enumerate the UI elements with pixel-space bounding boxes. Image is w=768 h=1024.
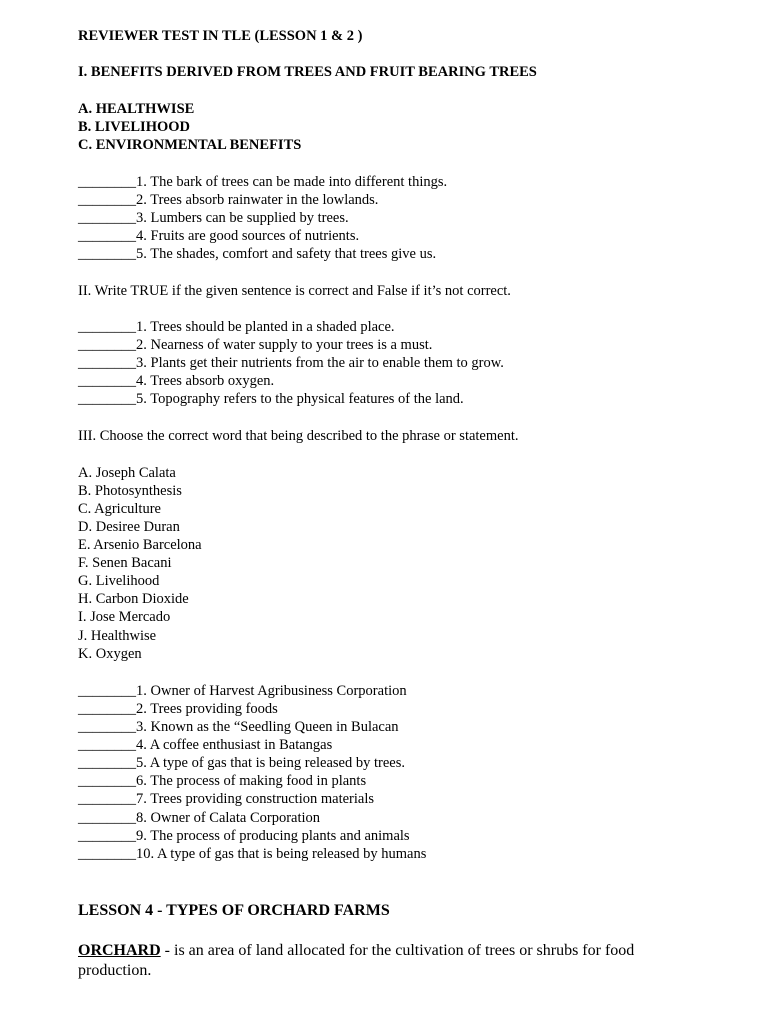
part3-item: ________6. The process of making food in plants <box>78 773 367 789</box>
lesson4-heading: LESSON 4 - TYPES OF ORCHARD FARMS <box>78 902 390 919</box>
part2-heading: II. Write TRUE if the given sentence is correct and False if it’s not correct. <box>78 283 511 299</box>
part3-choice: K. Oxygen <box>78 646 142 662</box>
orchard-definition <box>78 941 678 981</box>
part3-item: ________3. Known as the “Seedling Queen in Bulacan <box>78 719 399 735</box>
part2-item: ________3. Plants get their nutrients from the air to enable them to grow. <box>78 355 504 371</box>
part3-choice: F. Senen Bacani <box>78 555 172 571</box>
part3-choice: E. Arsenio Barcelona <box>78 537 202 553</box>
part3-choice: B. Photosynthesis <box>78 483 182 499</box>
part1-item: ________4. Fruits are good sources of nutrients. <box>78 228 360 244</box>
part3-item: ________7. Trees providing construction materials <box>78 791 375 807</box>
part3-choice: C. Agriculture <box>78 501 161 517</box>
part2-item: ________1. Trees should be planted in a shaded place. <box>78 319 395 335</box>
part3-choice: I. Jose Mercado <box>78 609 171 625</box>
part3-choice: G. Livelihood <box>78 573 160 589</box>
part3-choice: A. Joseph Calata <box>78 465 176 481</box>
part1-item: ________1. The bark of trees can be made into different things. <box>78 174 448 190</box>
part3-heading: III. Choose the correct word that being described to the phrase or statement. <box>78 428 519 444</box>
part3-item: ________10. A type of gas that is being released by humans <box>78 846 427 862</box>
part1-item: ________2. Trees absorb rainwater in the lowlands. <box>78 192 379 208</box>
part2-item: ________5. Topography refers to the physical features of the land. <box>78 391 464 407</box>
part1-choice: C. ENVIRONMENTAL BENEFITS <box>78 137 302 153</box>
part3-item: ________5. A type of gas that is being released by trees. <box>78 755 405 771</box>
part3-item: ________4. A coffee enthusiast in Batangas <box>78 737 333 753</box>
part1-item: ________5. The shades, comfort and safety that trees give us. <box>78 246 437 262</box>
part1-choice: B. LIVELIHOOD <box>78 119 190 135</box>
part1-choice: A. HEALTHWISE <box>78 101 195 117</box>
part3-choice: D. Desiree Duran <box>78 519 180 535</box>
part2-item: ________2. Nearness of water supply to your trees is a must. <box>78 337 433 353</box>
document-title: REVIEWER TEST IN TLE (LESSON 1 & 2 ) <box>78 28 363 44</box>
part2-item: ________4. Trees absorb oxygen. <box>78 373 275 389</box>
part3-choice: H. Carbon Dioxide <box>78 591 189 607</box>
orchard-term: ORCHARD <box>78 942 161 959</box>
part3-item: ________1. Owner of Harvest Agribusiness Corporation <box>78 683 407 699</box>
part3-item: ________2. Trees providing foods <box>78 701 278 717</box>
part3-item: ________8. Owner of Calata Corporation <box>78 810 321 826</box>
part3-choice: J. Healthwise <box>78 628 157 644</box>
part3-item: ________9. The process of producing plants and animals <box>78 828 410 844</box>
part1-heading: I. BENEFITS DERIVED FROM TREES AND FRUIT BEARING TREES <box>78 64 537 80</box>
orchard-definition-text: - is an area of land allocated for the cultivation of trees or shrubs for food production. <box>78 942 635 979</box>
part1-item: ________3. Lumbers can be supplied by trees. <box>78 210 349 226</box>
